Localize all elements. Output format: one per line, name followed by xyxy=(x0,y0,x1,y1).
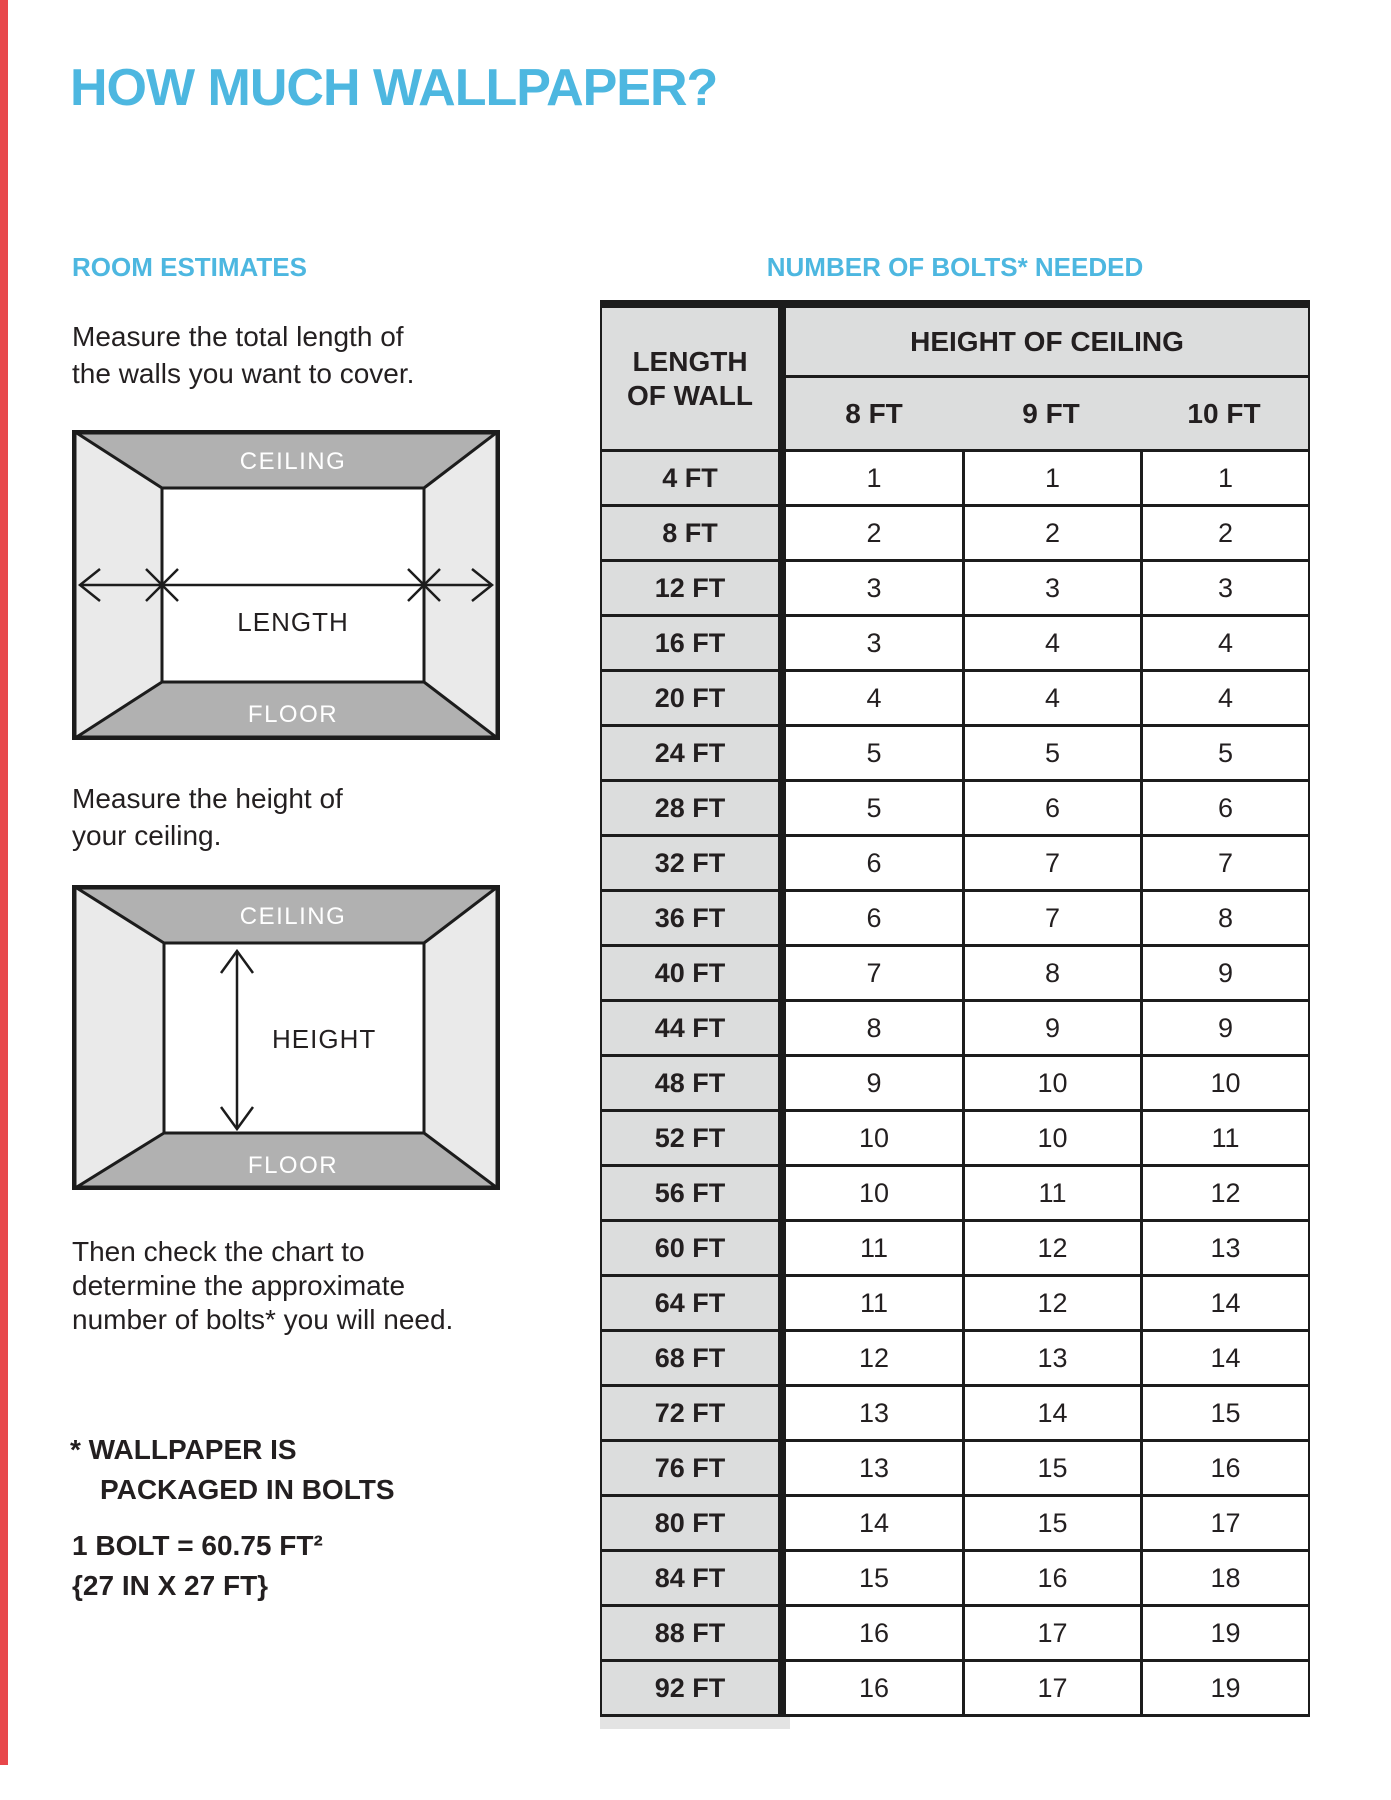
bolt-count-cell-10ft: 2 xyxy=(1140,504,1308,559)
bolt-count-cell-10ft: 14 xyxy=(1140,1329,1308,1384)
bolt-count-cell-10ft: 6 xyxy=(1140,779,1308,834)
bolt-count-cell-8ft: 7 xyxy=(786,944,962,999)
bolt-count-cell-10ft: 10 xyxy=(1140,1054,1308,1109)
bolt-spec-line: 1 BOLT = 60.75 FT² xyxy=(72,1530,323,1561)
bolt-count-cell-9ft: 17 xyxy=(962,1604,1140,1659)
bolt-count-cell-8ft: 5 xyxy=(786,724,962,779)
bolt-count-cell-10ft: 16 xyxy=(1140,1439,1308,1494)
bolt-count-cell-10ft: 4 xyxy=(1140,614,1308,669)
bolt-count-cell-9ft: 6 xyxy=(962,779,1140,834)
column-header-8ft: 8 FT xyxy=(845,397,903,429)
bolt-count-cell-10ft: 19 xyxy=(1140,1659,1308,1714)
bolt-count-cell-9ft: 11 xyxy=(962,1164,1140,1219)
length-label: LENGTH xyxy=(237,607,349,637)
bolt-count-cell-8ft: 6 xyxy=(786,834,962,889)
column-header-9ft: 9 FT xyxy=(1022,397,1080,429)
wall-length-cell: 68 FT xyxy=(602,1329,786,1384)
wall-length-cell: 80 FT xyxy=(602,1494,786,1549)
bolt-count-cell-10ft: 4 xyxy=(1140,669,1308,724)
bolt-spec-line: {27 IN X 27 FT} xyxy=(72,1570,269,1601)
ceiling-label: CEILING xyxy=(239,903,347,930)
bolt-count-cell-8ft: 9 xyxy=(786,1054,962,1109)
instruction-line: Measure the total length of xyxy=(72,321,404,352)
wall-length-cell: 84 FT xyxy=(602,1549,786,1604)
bolt-count-cell-9ft: 16 xyxy=(962,1549,1140,1604)
bolt-count-cell-10ft: 12 xyxy=(1140,1164,1308,1219)
bolt-count-cell-9ft: 12 xyxy=(962,1219,1140,1274)
bolt-count-cell-9ft: 1 xyxy=(962,449,1140,504)
length-of-wall-header-line: OF WALL xyxy=(627,379,753,411)
wall-length-cell: 60 FT xyxy=(602,1219,786,1274)
bolt-count-cell-9ft: 17 xyxy=(962,1659,1140,1714)
bolt-count-cell-8ft: 2 xyxy=(786,504,962,559)
bolt-count-cell-10ft: 18 xyxy=(1140,1549,1308,1604)
wall-length-cell: 28 FT xyxy=(602,779,786,834)
bolt-count-cell-9ft: 14 xyxy=(962,1384,1140,1439)
bolt-count-cell-8ft: 15 xyxy=(786,1549,962,1604)
wallpaper-bolts-footnote xyxy=(70,1430,395,1510)
bolt-count-cell-10ft: 5 xyxy=(1140,724,1308,779)
instruction-line: your ceiling. xyxy=(72,820,222,851)
bolt-count-cell-8ft: 6 xyxy=(786,889,962,944)
section-heading-bolts-needed: NUMBER OF BOLTS* NEEDED xyxy=(766,252,1144,282)
wall-length-cell: 24 FT xyxy=(602,724,786,779)
bolt-count-cell-9ft: 8 xyxy=(962,944,1140,999)
bolt-count-cell-9ft: 7 xyxy=(962,834,1140,889)
bolt-count-cell-10ft: 15 xyxy=(1140,1384,1308,1439)
bolt-count-cell-10ft: 3 xyxy=(1140,559,1308,614)
wall-length-cell: 72 FT xyxy=(602,1384,786,1439)
bolt-count-cell-8ft: 3 xyxy=(786,559,962,614)
bolt-count-cell-8ft: 12 xyxy=(786,1329,962,1384)
bolt-count-cell-9ft: 12 xyxy=(962,1274,1140,1329)
bolt-count-cell-8ft: 11 xyxy=(786,1274,962,1329)
bolt-count-cell-8ft: 4 xyxy=(786,669,962,724)
bolt-count-cell-9ft: 4 xyxy=(962,669,1140,724)
footnote-line: PACKAGED IN BOLTS xyxy=(100,1474,395,1505)
bolt-count-cell-9ft: 3 xyxy=(962,559,1140,614)
bolt-count-cell-10ft: 17 xyxy=(1140,1494,1308,1549)
column-header-10ft: 10 FT xyxy=(1187,397,1261,429)
instruction-line: Then check the chart to xyxy=(72,1236,365,1267)
floor-label: FLOOR xyxy=(247,1152,339,1179)
height-label: HEIGHT xyxy=(272,1024,377,1054)
bolt-count-cell-8ft: 13 xyxy=(786,1384,962,1439)
bolt-count-cell-8ft: 16 xyxy=(786,1659,962,1714)
footnote-line: * WALLPAPER IS xyxy=(70,1434,297,1465)
wall-length-cell: 52 FT xyxy=(602,1109,786,1164)
bolt-count-cell-9ft: 7 xyxy=(962,889,1140,944)
bolt-count-cell-8ft: 10 xyxy=(786,1164,962,1219)
bolt-count-cell-10ft: 1 xyxy=(1140,449,1308,504)
bolts-needed-table xyxy=(600,300,1310,1717)
instruction-measure-length xyxy=(72,318,414,392)
bolt-count-cell-10ft: 8 xyxy=(1140,889,1308,944)
wall-length-cell: 32 FT xyxy=(602,834,786,889)
bolt-count-cell-9ft: 10 xyxy=(962,1109,1140,1164)
wall-length-cell: 56 FT xyxy=(602,1164,786,1219)
bolt-count-cell-10ft: 9 xyxy=(1140,944,1308,999)
ceiling-label: CEILING xyxy=(239,448,347,475)
bolt-count-cell-8ft: 8 xyxy=(786,999,962,1054)
wall-length-cell: 88 FT xyxy=(602,1604,786,1659)
floor-label: FLOOR xyxy=(247,701,339,728)
section-heading-room-estimates: ROOM ESTIMATES xyxy=(72,252,307,282)
wall-length-cell: 64 FT xyxy=(602,1274,786,1329)
wall-length-cell: 92 FT xyxy=(602,1659,786,1714)
bolt-count-cell-8ft: 10 xyxy=(786,1109,962,1164)
bolt-count-cell-8ft: 1 xyxy=(786,449,962,504)
bolt-count-cell-9ft: 15 xyxy=(962,1439,1140,1494)
length-of-wall-header xyxy=(602,308,786,449)
bolt-count-cell-8ft: 16 xyxy=(786,1604,962,1659)
left-edge-red-bar xyxy=(0,0,8,1765)
wall-length-cell: 16 FT xyxy=(602,614,786,669)
room-height-diagram xyxy=(72,885,500,1190)
wall-length-cell: 44 FT xyxy=(602,999,786,1054)
instruction-line: the walls you want to cover. xyxy=(72,358,415,389)
bolt-count-cell-8ft: 5 xyxy=(786,779,962,834)
instruction-line: Measure the height of xyxy=(72,783,343,814)
wall-length-cell: 36 FT xyxy=(602,889,786,944)
instruction-line: determine the approximate xyxy=(72,1270,406,1301)
bolt-count-cell-9ft: 5 xyxy=(962,724,1140,779)
wall-length-cell: 8 FT xyxy=(602,504,786,559)
bolt-count-cell-10ft: 13 xyxy=(1140,1219,1308,1274)
height-of-ceiling-header: HEIGHT OF CEILING xyxy=(786,308,1308,375)
bolt-count-cell-8ft: 14 xyxy=(786,1494,962,1549)
bolt-count-cell-9ft: 15 xyxy=(962,1494,1140,1549)
bolt-count-cell-8ft: 13 xyxy=(786,1439,962,1494)
instruction-line: number of bolts* you will need. xyxy=(72,1304,454,1335)
bolt-count-cell-10ft: 14 xyxy=(1140,1274,1308,1329)
wall-length-cell: 76 FT xyxy=(602,1439,786,1494)
bolt-count-cell-9ft: 2 xyxy=(962,504,1140,559)
wall-length-cell: 12 FT xyxy=(602,559,786,614)
bolt-count-cell-9ft: 13 xyxy=(962,1329,1140,1384)
wall-length-cell: 20 FT xyxy=(602,669,786,724)
bolt-count-cell-10ft: 7 xyxy=(1140,834,1308,889)
bolt-size-spec xyxy=(72,1526,323,1606)
bolt-count-cell-8ft: 11 xyxy=(786,1219,962,1274)
bolt-count-cell-9ft: 4 xyxy=(962,614,1140,669)
wall-length-cell: 48 FT xyxy=(602,1054,786,1109)
instruction-measure-height xyxy=(72,780,343,854)
bolt-count-cell-9ft: 9 xyxy=(962,999,1140,1054)
ceiling-height-column-headers xyxy=(786,375,1308,449)
length-of-wall-header-line: LENGTH xyxy=(632,345,748,377)
instruction-check-chart xyxy=(72,1235,453,1337)
bolt-count-cell-10ft: 19 xyxy=(1140,1604,1308,1659)
wall-length-cell: 40 FT xyxy=(602,944,786,999)
bolt-count-cell-10ft: 9 xyxy=(1140,999,1308,1054)
room-length-diagram xyxy=(72,430,500,740)
bolt-count-cell-10ft: 11 xyxy=(1140,1109,1308,1164)
page-title: HOW MUCH WALLPAPER? xyxy=(70,59,718,117)
wall-length-cell: 4 FT xyxy=(602,449,786,504)
table-bottom-shadow xyxy=(600,1717,790,1729)
bolt-count-cell-8ft: 3 xyxy=(786,614,962,669)
bolt-count-cell-9ft: 10 xyxy=(962,1054,1140,1109)
